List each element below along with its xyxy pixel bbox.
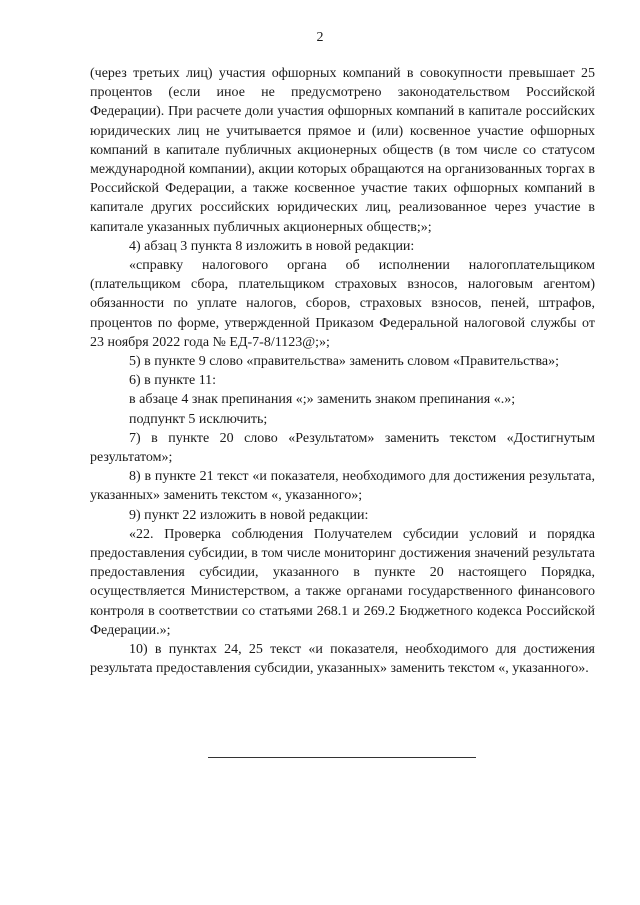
paragraph: в абзаце 4 знак препинания «;» заменить знаком препинания «.»; [129, 392, 516, 408]
paragraph: (через третьих лиц) участия офшорных компаний в совокупности превышает 25 процентов (если иное не предусмотрено законодательством Российской Федерации). При расчете доли участия офшорных компаний в капитале российских юридических лиц не учитывается прямое и (или) косвенное участие офшорных компаний в капитале публичных акционерных обществ (в том числе со статусом международной компании), акции которых обращаются на организованных торгах в Российской Федерации, а также косвенное участие таких офшорных компаний в капитале других российских юридических лиц, реализованное через участие в капитале указанных публичных акционерных обществ;»; [90, 66, 595, 235]
paragraph: 7) в пункте 20 слово «Результатом» заменить текстом «Достигнутым результатом»; [90, 430, 595, 466]
paragraph: «справку налогового органа об исполнении налогоплательщиком (плательщиком сбора, плательщиком страховых взносов, налоговым агентом) обязанности по уплате налогов, сборов, страховых взносов, пеней, штрафов, процентов по форме, утвержденной Приказом Федеральной налоговой службы от 23 ноября 2022 года № ЕД-7-8/1123@;»; [90, 258, 595, 350]
page-number: 2 [316, 30, 324, 45]
document-body [90, 64, 595, 679]
paragraph: 8) в пункте 21 текст «и показателя, необходимого для достижения результата, указанных» заменить текстом «, указанного»; [90, 469, 595, 504]
paragraph: подпункт 5 исключить; [129, 411, 268, 427]
paragraph: «22. Проверка соблюдения Получателем субсидии условий и порядка предоставления субсидии, в том числе мониторинг достижения значений результата предоставления субсидии, указанного в пункте 20 настоящего Порядка, осуществляется Министерством, а также органами государственного финансового контроля в соответствии со статьями 268.1 и 269.2 Бюджетного кодекса Российской Федерации.»; [90, 526, 595, 638]
paragraph: 6) в пункте 11: [129, 373, 217, 389]
paragraph: 5) в пункте 9 слово «правительства» заменить словом «Правительства»; [129, 354, 560, 370]
paragraph: 9) пункт 22 изложить в новой редакции: [129, 507, 369, 523]
paragraph: 10) в пунктах 24, 25 текст «и показателя, необходимого для достижения результата предоставления субсидии, указанных» заменить текстом «, указанного». [90, 642, 595, 677]
end-separator-line [208, 757, 476, 758]
paragraph: 4) абзац 3 пункта 8 изложить в новой редакции: [129, 238, 415, 254]
